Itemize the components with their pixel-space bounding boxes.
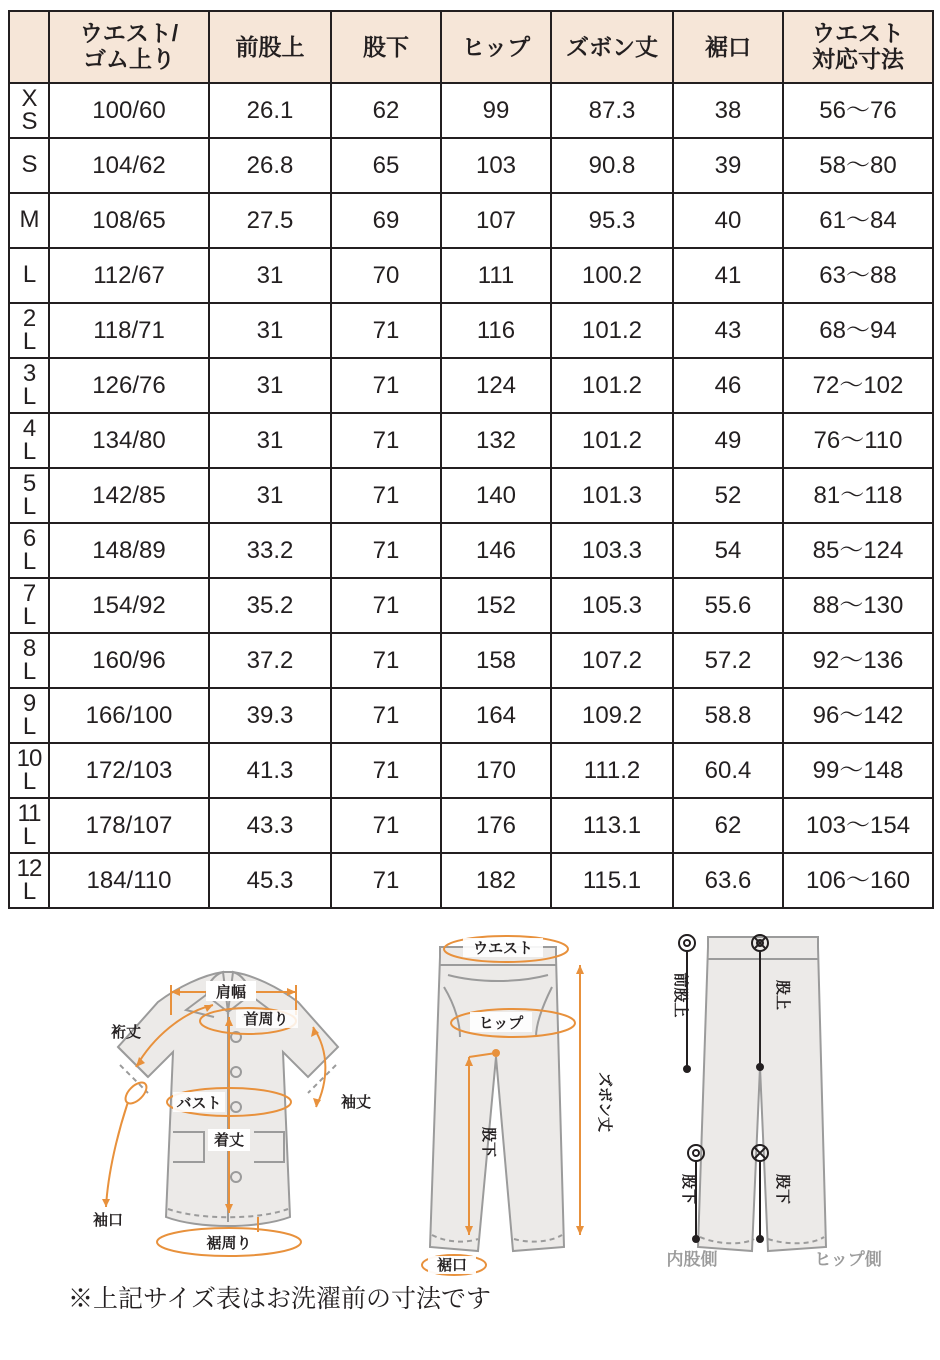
- pants-diagram: [422, 936, 613, 1275]
- label-bust: バスト: [176, 1095, 222, 1112]
- cell-waist: 100/60: [49, 83, 209, 138]
- cell-waist: 118/71: [49, 303, 209, 358]
- cell-front-rise: 31: [209, 468, 331, 523]
- label-sleeve-length: 袖丈: [340, 1094, 372, 1111]
- label-body-length: 着丈: [213, 1132, 245, 1149]
- cell-waist: 142/85: [49, 468, 209, 523]
- cell-hem: 62: [673, 798, 783, 853]
- table-header-row: [9, 11, 933, 83]
- row-size-line: 4: [22, 414, 36, 442]
- cell-hip: 103: [441, 138, 551, 193]
- row-size-line: S: [21, 151, 37, 179]
- cell-length: 87.3: [551, 83, 673, 138]
- cell-front-rise: 27.5: [209, 193, 331, 248]
- cell-waist-fit: 85〜124: [783, 523, 933, 578]
- cell-hip: 146: [441, 523, 551, 578]
- cell-hem: 39: [673, 138, 783, 193]
- cell-inseam: 71: [331, 743, 441, 798]
- label-pants-hip: ヒップ: [478, 1015, 524, 1032]
- cell-length: 101.2: [551, 413, 673, 468]
- row-size-line: L: [22, 877, 36, 905]
- table-row: [9, 413, 933, 468]
- cell-hem: 40: [673, 193, 783, 248]
- cell-front-rise: 33.2: [209, 523, 331, 578]
- table-row: [9, 688, 933, 743]
- label-yoke-length: 裄丈: [110, 1024, 142, 1041]
- header-hip: ヒップ: [441, 11, 551, 83]
- table-row: [9, 468, 933, 523]
- cell-inseam: 69: [331, 193, 441, 248]
- row-size-line: 7: [22, 579, 36, 607]
- row-size-line: L: [22, 437, 36, 465]
- cell-waist: 108/65: [49, 193, 209, 248]
- label-front-rise: 前股上: [672, 972, 689, 1018]
- cell-hem: 49: [673, 413, 783, 468]
- cell-length: 101.2: [551, 303, 673, 358]
- row-size-line: L: [22, 602, 36, 630]
- cell-waist-fit: 76〜110: [783, 413, 933, 468]
- table-row: [9, 248, 933, 303]
- cell-waist-fit: 58〜80: [783, 138, 933, 193]
- cell-waist: 178/107: [49, 798, 209, 853]
- label-detail-inseam: 股下: [680, 1173, 697, 1205]
- cell-waist-fit: 103〜154: [783, 798, 933, 853]
- row-size-label: [9, 358, 49, 413]
- cell-waist-fit: 81〜118: [783, 468, 933, 523]
- cell-waist-fit: 68〜94: [783, 303, 933, 358]
- row-size-label: [9, 688, 49, 743]
- label-detail-inseam-2: 股下: [774, 1173, 791, 1205]
- size-table-body: [9, 83, 933, 908]
- header-waist-fit-line2: 対応寸法: [812, 46, 904, 72]
- row-size-label: [9, 633, 49, 688]
- cell-front-rise: 41.3: [209, 743, 331, 798]
- cell-hip: 99: [441, 83, 551, 138]
- cell-waist: 166/100: [49, 688, 209, 743]
- cell-length: 115.1: [551, 853, 673, 908]
- cell-waist-fit: 92〜136: [783, 633, 933, 688]
- cell-inseam: 65: [331, 138, 441, 193]
- row-size-line: S: [21, 107, 37, 135]
- table-row: [9, 358, 933, 413]
- header-inseam: 股下: [331, 11, 441, 83]
- cell-hem: 63.6: [673, 853, 783, 908]
- cell-waist: 160/96: [49, 633, 209, 688]
- table-row: [9, 633, 933, 688]
- cell-length: 105.3: [551, 578, 673, 633]
- row-size-line: 10: [16, 744, 42, 772]
- cell-inseam: 71: [331, 688, 441, 743]
- cell-front-rise: 31: [209, 248, 331, 303]
- cell-waist: 126/76: [49, 358, 209, 413]
- cell-hem: 60.4: [673, 743, 783, 798]
- row-size-label: [9, 83, 49, 138]
- label-pants-hem: 裾口: [436, 1257, 468, 1274]
- cell-hem: 41: [673, 248, 783, 303]
- label-pants-inseam: 股下: [480, 1126, 497, 1158]
- cell-length: 111.2: [551, 743, 673, 798]
- cell-waist-fit: 63〜88: [783, 248, 933, 303]
- cell-length: 107.2: [551, 633, 673, 688]
- row-size-line: 12: [16, 854, 42, 882]
- cell-waist-fit: 72〜102: [783, 358, 933, 413]
- row-size-label: [9, 798, 49, 853]
- row-size-label: [9, 853, 49, 908]
- cell-inseam: 71: [331, 798, 441, 853]
- cell-inseam: 62: [331, 83, 441, 138]
- cell-inseam: 71: [331, 413, 441, 468]
- label-neck: 首周り: [243, 1011, 289, 1028]
- cell-front-rise: 37.2: [209, 633, 331, 688]
- row-size-label: [9, 303, 49, 358]
- cell-waist-fit: 56〜76: [783, 83, 933, 138]
- cell-length: 101.3: [551, 468, 673, 523]
- cell-hip: 111: [441, 248, 551, 303]
- table-row: [9, 523, 933, 578]
- cell-length: 90.8: [551, 138, 673, 193]
- row-size-line: X: [21, 84, 37, 112]
- cell-length: 109.2: [551, 688, 673, 743]
- row-size-line: L: [22, 712, 36, 740]
- cell-waist-fit: 96〜142: [783, 688, 933, 743]
- cell-inseam: 71: [331, 523, 441, 578]
- cell-front-rise: 45.3: [209, 853, 331, 908]
- label-cuff: 袖口: [92, 1212, 124, 1229]
- row-size-line: 8: [22, 634, 36, 662]
- cell-waist-fit: 88〜130: [783, 578, 933, 633]
- label-shoulder-width: 肩幅: [215, 984, 247, 1001]
- cell-hem: 38: [673, 83, 783, 138]
- wash-note: ※上記サイズ表はお洗濯前の寸法です: [68, 1285, 492, 1313]
- header-size-corner: [9, 11, 49, 83]
- row-size-line: L: [22, 767, 36, 795]
- row-size-line: 11: [17, 799, 41, 827]
- rise-detail-diagram: [667, 935, 882, 1269]
- cell-front-rise: 39.3: [209, 688, 331, 743]
- cell-length: 113.1: [551, 798, 673, 853]
- cell-front-rise: 31: [209, 413, 331, 468]
- cell-front-rise: 31: [209, 303, 331, 358]
- row-size-line: 9: [22, 689, 36, 717]
- cell-front-rise: 31: [209, 358, 331, 413]
- row-size-line: 3: [22, 359, 36, 387]
- label-hem-round: 裾周り: [206, 1235, 252, 1252]
- header-front-rise: 前股上: [209, 11, 331, 83]
- cell-hip: 152: [441, 578, 551, 633]
- cell-waist-fit: 61〜84: [783, 193, 933, 248]
- row-size-label: [9, 138, 49, 193]
- cell-inseam: 71: [331, 853, 441, 908]
- row-size-line: L: [22, 547, 36, 575]
- cell-waist: 134/80: [49, 413, 209, 468]
- row-size-line: 6: [22, 524, 36, 552]
- cell-inseam: 71: [331, 578, 441, 633]
- diagram-svg: [8, 917, 932, 1317]
- cell-hip: 182: [441, 853, 551, 908]
- label-pants-length: ズボン丈: [596, 1071, 613, 1133]
- row-size-label: [9, 193, 49, 248]
- cell-hem: 58.8: [673, 688, 783, 743]
- cell-hip: 176: [441, 798, 551, 853]
- cell-waist-fit: 99〜148: [783, 743, 933, 798]
- table-row: [9, 193, 933, 248]
- table-row: [9, 798, 933, 853]
- cell-waist: 172/103: [49, 743, 209, 798]
- measurement-diagrams: [8, 917, 932, 1317]
- table-row: [9, 743, 933, 798]
- cell-front-rise: 26.8: [209, 138, 331, 193]
- cell-inseam: 71: [331, 633, 441, 688]
- row-size-label: [9, 743, 49, 798]
- cell-hem: 57.2: [673, 633, 783, 688]
- row-size-line: L: [22, 382, 36, 410]
- table-row: [9, 853, 933, 908]
- row-size-line: M: [19, 206, 39, 234]
- size-table: [8, 10, 934, 909]
- table-row: [9, 138, 933, 193]
- cell-hip: 158: [441, 633, 551, 688]
- cell-inseam: 71: [331, 303, 441, 358]
- header-waist-fit-line1: ウエスト: [812, 20, 904, 47]
- row-size-label: [9, 413, 49, 468]
- header-waist-rubber: [49, 11, 209, 83]
- row-size-line: L: [22, 327, 36, 355]
- label-pants-waist: ウエスト: [472, 940, 534, 957]
- row-size-label: [9, 248, 49, 303]
- row-size-line: 2: [22, 304, 36, 332]
- row-size-label: [9, 523, 49, 578]
- row-size-line: L: [22, 261, 36, 289]
- table-row: [9, 83, 933, 138]
- header-waist-rubber-line2: ゴム上り: [83, 46, 175, 72]
- cell-front-rise: 43.3: [209, 798, 331, 853]
- cell-waist: 184/110: [49, 853, 209, 908]
- cell-hip: 132: [441, 413, 551, 468]
- cell-waist: 104/62: [49, 138, 209, 193]
- cell-waist: 148/89: [49, 523, 209, 578]
- table-row: [9, 578, 933, 633]
- row-size-line: L: [22, 822, 36, 850]
- jacket-diagram: [93, 972, 371, 1256]
- cell-hip: 170: [441, 743, 551, 798]
- cell-hem: 43: [673, 303, 783, 358]
- header-waist-rubber-line1: ウエスト/: [79, 20, 179, 47]
- label-rise: 股上: [774, 979, 791, 1011]
- cell-waist-fit: 106〜160: [783, 853, 933, 908]
- cell-length: 103.3: [551, 523, 673, 578]
- size-table-header: [9, 11, 933, 83]
- row-size-label: [9, 468, 49, 523]
- cell-inseam: 71: [331, 468, 441, 523]
- header-hem: 裾口: [673, 11, 783, 83]
- cell-length: 100.2: [551, 248, 673, 303]
- cell-inseam: 71: [331, 358, 441, 413]
- cell-length: 95.3: [551, 193, 673, 248]
- header-pants-length: ズボン丈: [551, 11, 673, 83]
- table-row: [9, 303, 933, 358]
- cell-hem: 46: [673, 358, 783, 413]
- label-inner-side: 内股側: [666, 1250, 718, 1269]
- cell-waist: 154/92: [49, 578, 209, 633]
- cell-hem: 55.6: [673, 578, 783, 633]
- row-size-line: L: [22, 492, 36, 520]
- cell-hip: 124: [441, 358, 551, 413]
- cell-front-rise: 35.2: [209, 578, 331, 633]
- cell-inseam: 70: [331, 248, 441, 303]
- cell-waist: 112/67: [49, 248, 209, 303]
- cell-hip: 164: [441, 688, 551, 743]
- header-waist-fit: [783, 11, 933, 83]
- cell-length: 101.2: [551, 358, 673, 413]
- cell-hem: 54: [673, 523, 783, 578]
- cell-hip: 116: [441, 303, 551, 358]
- cell-hem: 52: [673, 468, 783, 523]
- cell-front-rise: 26.1: [209, 83, 331, 138]
- row-size-line: 5: [22, 469, 36, 497]
- cell-hip: 107: [441, 193, 551, 248]
- label-hip-side: ヒップ側: [814, 1250, 882, 1269]
- cell-hip: 140: [441, 468, 551, 523]
- row-size-line: L: [22, 657, 36, 685]
- row-size-label: [9, 578, 49, 633]
